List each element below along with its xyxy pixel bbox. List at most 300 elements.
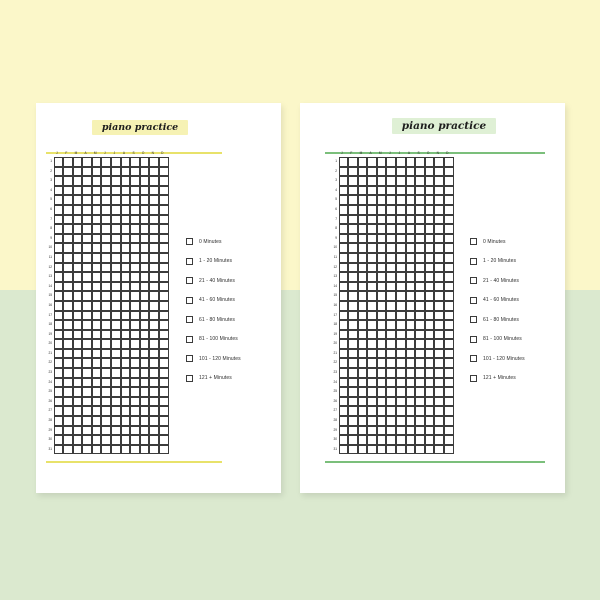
tracker-cell[interactable]	[348, 358, 358, 368]
tracker-cell[interactable]	[348, 349, 358, 359]
tracker-cell[interactable]	[121, 435, 131, 445]
tracker-cell[interactable]	[54, 406, 64, 416]
tracker-cell[interactable]	[425, 215, 435, 225]
tracker-cell[interactable]	[367, 243, 377, 253]
tracker-cell[interactable]	[444, 320, 454, 330]
tracker-cell[interactable]	[149, 272, 159, 282]
tracker-cell[interactable]	[130, 205, 140, 215]
tracker-cell[interactable]	[444, 387, 454, 397]
tracker-cell[interactable]	[130, 167, 140, 177]
tracker-cell[interactable]	[54, 416, 64, 426]
tracker-cell[interactable]	[111, 176, 121, 186]
tracker-cell[interactable]	[406, 368, 416, 378]
tracker-cell[interactable]	[358, 406, 368, 416]
tracker-cell[interactable]	[444, 406, 454, 416]
tracker-cell[interactable]	[130, 234, 140, 244]
tracker-cell[interactable]	[159, 176, 169, 186]
tracker-cell[interactable]	[54, 320, 64, 330]
tracker-cell[interactable]	[92, 368, 102, 378]
tracker-cell[interactable]	[111, 445, 121, 455]
tracker-cell[interactable]	[82, 195, 92, 205]
tracker-cell[interactable]	[367, 330, 377, 340]
tracker-cell[interactable]	[415, 176, 425, 186]
tracker-cell[interactable]	[92, 301, 102, 311]
tracker-cell[interactable]	[434, 358, 444, 368]
tracker-cell[interactable]	[367, 282, 377, 292]
tracker-cell[interactable]	[111, 195, 121, 205]
tracker-cell[interactable]	[140, 224, 150, 234]
tracker-cell[interactable]	[149, 387, 159, 397]
tracker-cell[interactable]	[386, 378, 396, 388]
tracker-cell[interactable]	[377, 215, 387, 225]
tracker-cell[interactable]	[339, 243, 349, 253]
tracker-cell[interactable]	[82, 339, 92, 349]
tracker-cell[interactable]	[348, 186, 358, 196]
tracker-cell[interactable]	[339, 291, 349, 301]
tracker-cell[interactable]	[415, 368, 425, 378]
tracker-cell[interactable]	[339, 215, 349, 225]
tracker-cell[interactable]	[140, 426, 150, 436]
tracker-cell[interactable]	[101, 368, 111, 378]
legend-checkbox[interactable]	[186, 277, 193, 284]
tracker-cell[interactable]	[140, 272, 150, 282]
tracker-cell[interactable]	[63, 301, 73, 311]
tracker-cell[interactable]	[444, 215, 454, 225]
tracker-cell[interactable]	[358, 320, 368, 330]
tracker-cell[interactable]	[101, 426, 111, 436]
tracker-cell[interactable]	[434, 167, 444, 177]
tracker-cell[interactable]	[367, 167, 377, 177]
tracker-cell[interactable]	[63, 435, 73, 445]
tracker-cell[interactable]	[159, 215, 169, 225]
tracker-cell[interactable]	[149, 416, 159, 426]
tracker-cell[interactable]	[159, 224, 169, 234]
tracker-cell[interactable]	[415, 263, 425, 273]
tracker-cell[interactable]	[159, 195, 169, 205]
tracker-cell[interactable]	[434, 426, 444, 436]
tracker-cell[interactable]	[386, 311, 396, 321]
tracker-cell[interactable]	[425, 311, 435, 321]
tracker-cell[interactable]	[140, 195, 150, 205]
tracker-cell[interactable]	[358, 445, 368, 455]
tracker-cell[interactable]	[386, 406, 396, 416]
tracker-cell[interactable]	[101, 416, 111, 426]
tracker-cell[interactable]	[425, 272, 435, 282]
tracker-cell[interactable]	[415, 195, 425, 205]
tracker-cell[interactable]	[406, 224, 416, 234]
tracker-cell[interactable]	[111, 397, 121, 407]
tracker-cell[interactable]	[149, 339, 159, 349]
tracker-cell[interactable]	[149, 397, 159, 407]
tracker-cell[interactable]	[425, 234, 435, 244]
tracker-cell[interactable]	[82, 349, 92, 359]
tracker-cell[interactable]	[82, 301, 92, 311]
tracker-cell[interactable]	[358, 426, 368, 436]
tracker-cell[interactable]	[92, 416, 102, 426]
tracker-cell[interactable]	[444, 195, 454, 205]
tracker-cell[interactable]	[82, 397, 92, 407]
tracker-cell[interactable]	[348, 416, 358, 426]
tracker-cell[interactable]	[415, 253, 425, 263]
tracker-cell[interactable]	[339, 387, 349, 397]
tracker-cell[interactable]	[434, 272, 444, 282]
tracker-cell[interactable]	[367, 426, 377, 436]
tracker-cell[interactable]	[339, 416, 349, 426]
tracker-cell[interactable]	[140, 167, 150, 177]
tracker-cell[interactable]	[54, 378, 64, 388]
tracker-cell[interactable]	[63, 243, 73, 253]
legend-item[interactable]	[186, 252, 241, 272]
tracker-cell[interactable]	[396, 224, 406, 234]
tracker-cell[interactable]	[54, 358, 64, 368]
tracker-cell[interactable]	[406, 330, 416, 340]
tracker-cell[interactable]	[82, 426, 92, 436]
tracker-cell[interactable]	[54, 368, 64, 378]
tracker-cell[interactable]	[54, 426, 64, 436]
tracker-cell[interactable]	[425, 263, 435, 273]
tracker-cell[interactable]	[111, 406, 121, 416]
legend-item[interactable]	[186, 271, 241, 291]
tracker-cell[interactable]	[82, 435, 92, 445]
legend-item[interactable]	[470, 291, 525, 311]
tracker-cell[interactable]	[140, 339, 150, 349]
tracker-cell[interactable]	[63, 339, 73, 349]
tracker-cell[interactable]	[73, 339, 83, 349]
tracker-cell[interactable]	[415, 416, 425, 426]
tracker-cell[interactable]	[159, 311, 169, 321]
tracker-cell[interactable]	[92, 378, 102, 388]
tracker-cell[interactable]	[386, 167, 396, 177]
tracker-cell[interactable]	[358, 215, 368, 225]
tracker-cell[interactable]	[367, 253, 377, 263]
tracker-cell[interactable]	[377, 224, 387, 234]
tracker-cell[interactable]	[434, 368, 444, 378]
tracker-cell[interactable]	[121, 263, 131, 273]
tracker-cell[interactable]	[348, 157, 358, 167]
tracker-cell[interactable]	[386, 416, 396, 426]
tracker-cell[interactable]	[101, 282, 111, 292]
tracker-cell[interactable]	[159, 282, 169, 292]
tracker-cell[interactable]	[444, 339, 454, 349]
tracker-cell[interactable]	[377, 406, 387, 416]
tracker-cell[interactable]	[406, 167, 416, 177]
tracker-cell[interactable]	[159, 378, 169, 388]
tracker-cell[interactable]	[367, 205, 377, 215]
tracker-cell[interactable]	[63, 358, 73, 368]
tracker-cell[interactable]	[73, 157, 83, 167]
tracker-cell[interactable]	[434, 330, 444, 340]
tracker-cell[interactable]	[63, 330, 73, 340]
tracker-cell[interactable]	[149, 167, 159, 177]
tracker-cell[interactable]	[339, 272, 349, 282]
tracker-cell[interactable]	[444, 349, 454, 359]
tracker-cell[interactable]	[159, 234, 169, 244]
tracker-cell[interactable]	[149, 406, 159, 416]
tracker-cell[interactable]	[339, 195, 349, 205]
legend-checkbox[interactable]	[470, 375, 477, 382]
tracker-cell[interactable]	[82, 416, 92, 426]
tracker-cell[interactable]	[130, 339, 140, 349]
tracker-cell[interactable]	[406, 358, 416, 368]
tracker-cell[interactable]	[130, 215, 140, 225]
tracker-cell[interactable]	[434, 311, 444, 321]
tracker-cell[interactable]	[121, 368, 131, 378]
tracker-cell[interactable]	[386, 272, 396, 282]
tracker-cell[interactable]	[425, 176, 435, 186]
tracker-cell[interactable]	[358, 167, 368, 177]
tracker-cell[interactable]	[149, 291, 159, 301]
tracker-cell[interactable]	[54, 157, 64, 167]
tracker-cell[interactable]	[339, 301, 349, 311]
tracker-cell[interactable]	[63, 378, 73, 388]
tracker-cell[interactable]	[434, 234, 444, 244]
tracker-cell[interactable]	[130, 378, 140, 388]
tracker-cell[interactable]	[92, 435, 102, 445]
tracker-cell[interactable]	[406, 253, 416, 263]
tracker-cell[interactable]	[396, 205, 406, 215]
tracker-cell[interactable]	[111, 282, 121, 292]
tracker-cell[interactable]	[406, 387, 416, 397]
tracker-cell[interactable]	[339, 349, 349, 359]
tracker-cell[interactable]	[386, 291, 396, 301]
tracker-cell[interactable]	[377, 186, 387, 196]
tracker-cell[interactable]	[82, 291, 92, 301]
tracker-cell[interactable]	[339, 406, 349, 416]
tracker-cell[interactable]	[415, 243, 425, 253]
tracker-cell[interactable]	[111, 157, 121, 167]
tracker-cell[interactable]	[82, 243, 92, 253]
tracker-cell[interactable]	[73, 301, 83, 311]
tracker-cell[interactable]	[367, 311, 377, 321]
tracker-cell[interactable]	[92, 272, 102, 282]
tracker-cell[interactable]	[63, 263, 73, 273]
tracker-cell[interactable]	[406, 186, 416, 196]
tracker-cell[interactable]	[121, 253, 131, 263]
tracker-cell[interactable]	[386, 358, 396, 368]
tracker-cell[interactable]	[82, 176, 92, 186]
tracker-cell[interactable]	[386, 234, 396, 244]
tracker-cell[interactable]	[425, 282, 435, 292]
tracker-cell[interactable]	[444, 378, 454, 388]
tracker-cell[interactable]	[73, 368, 83, 378]
tracker-cell[interactable]	[111, 224, 121, 234]
tracker-cell[interactable]	[130, 330, 140, 340]
tracker-cell[interactable]	[396, 263, 406, 273]
tracker-cell[interactable]	[101, 253, 111, 263]
tracker-cell[interactable]	[386, 157, 396, 167]
tracker-cell[interactable]	[73, 215, 83, 225]
tracker-cell[interactable]	[159, 358, 169, 368]
tracker-cell[interactable]	[101, 215, 111, 225]
tracker-cell[interactable]	[159, 272, 169, 282]
tracker-cell[interactable]	[406, 243, 416, 253]
tracker-cell[interactable]	[386, 224, 396, 234]
tracker-cell[interactable]	[121, 349, 131, 359]
tracker-cell[interactable]	[140, 301, 150, 311]
tracker-cell[interactable]	[121, 195, 131, 205]
tracker-cell[interactable]	[367, 263, 377, 273]
tracker-cell[interactable]	[63, 426, 73, 436]
tracker-cell[interactable]	[415, 272, 425, 282]
tracker-cell[interactable]	[149, 205, 159, 215]
tracker-cell[interactable]	[130, 243, 140, 253]
tracker-cell[interactable]	[358, 176, 368, 186]
tracker-cell[interactable]	[415, 406, 425, 416]
tracker-cell[interactable]	[140, 330, 150, 340]
tracker-cell[interactable]	[130, 435, 140, 445]
tracker-cell[interactable]	[149, 311, 159, 321]
tracker-cell[interactable]	[92, 157, 102, 167]
tracker-cell[interactable]	[159, 186, 169, 196]
tracker-cell[interactable]	[92, 167, 102, 177]
tracker-cell[interactable]	[434, 186, 444, 196]
tracker-cell[interactable]	[425, 378, 435, 388]
tracker-cell[interactable]	[396, 195, 406, 205]
tracker-cell[interactable]	[348, 291, 358, 301]
tracker-cell[interactable]	[339, 167, 349, 177]
tracker-cell[interactable]	[396, 416, 406, 426]
tracker-cell[interactable]	[92, 339, 102, 349]
tracker-cell[interactable]	[111, 301, 121, 311]
tracker-cell[interactable]	[101, 445, 111, 455]
tracker-cell[interactable]	[101, 387, 111, 397]
legend-item[interactable]	[470, 369, 525, 389]
tracker-cell[interactable]	[63, 445, 73, 455]
tracker-cell[interactable]	[396, 186, 406, 196]
tracker-cell[interactable]	[434, 176, 444, 186]
tracker-cell[interactable]	[73, 435, 83, 445]
tracker-cell[interactable]	[159, 205, 169, 215]
tracker-cell[interactable]	[339, 330, 349, 340]
tracker-cell[interactable]	[101, 358, 111, 368]
tracker-cell[interactable]	[92, 176, 102, 186]
tracker-cell[interactable]	[386, 397, 396, 407]
legend-item[interactable]	[470, 271, 525, 291]
tracker-cell[interactable]	[140, 406, 150, 416]
tracker-cell[interactable]	[386, 263, 396, 273]
tracker-cell[interactable]	[149, 426, 159, 436]
tracker-cell[interactable]	[92, 243, 102, 253]
tracker-cell[interactable]	[130, 368, 140, 378]
tracker-cell[interactable]	[406, 195, 416, 205]
tracker-cell[interactable]	[415, 445, 425, 455]
tracker-cell[interactable]	[396, 339, 406, 349]
tracker-cell[interactable]	[339, 435, 349, 445]
tracker-cell[interactable]	[92, 186, 102, 196]
tracker-cell[interactable]	[367, 224, 377, 234]
tracker-cell[interactable]	[444, 253, 454, 263]
tracker-cell[interactable]	[434, 301, 444, 311]
tracker-cell[interactable]	[377, 167, 387, 177]
tracker-cell[interactable]	[348, 282, 358, 292]
tracker-cell[interactable]	[415, 224, 425, 234]
tracker-cell[interactable]	[159, 253, 169, 263]
tracker-cell[interactable]	[149, 215, 159, 225]
tracker-cell[interactable]	[434, 435, 444, 445]
tracker-cell[interactable]	[425, 205, 435, 215]
tracker-cell[interactable]	[101, 301, 111, 311]
tracker-cell[interactable]	[121, 445, 131, 455]
tracker-grid[interactable]	[331, 157, 454, 454]
tracker-cell[interactable]	[339, 263, 349, 273]
tracker-cell[interactable]	[386, 282, 396, 292]
tracker-cell[interactable]	[159, 435, 169, 445]
tracker-cell[interactable]	[425, 243, 435, 253]
tracker-cell[interactable]	[111, 330, 121, 340]
tracker-cell[interactable]	[339, 445, 349, 455]
tracker-cell[interactable]	[406, 282, 416, 292]
tracker-cell[interactable]	[358, 368, 368, 378]
tracker-cell[interactable]	[348, 263, 358, 273]
tracker-cell[interactable]	[140, 368, 150, 378]
tracker-cell[interactable]	[367, 406, 377, 416]
tracker-cell[interactable]	[101, 378, 111, 388]
tracker-cell[interactable]	[159, 349, 169, 359]
tracker-cell[interactable]	[396, 378, 406, 388]
tracker-cell[interactable]	[434, 282, 444, 292]
tracker-cell[interactable]	[358, 186, 368, 196]
tracker-cell[interactable]	[415, 358, 425, 368]
tracker-cell[interactable]	[377, 157, 387, 167]
tracker-cell[interactable]	[63, 416, 73, 426]
tracker-cell[interactable]	[82, 167, 92, 177]
tracker-cell[interactable]	[358, 272, 368, 282]
tracker-cell[interactable]	[73, 272, 83, 282]
tracker-cell[interactable]	[348, 301, 358, 311]
tracker-cell[interactable]	[386, 253, 396, 263]
tracker-cell[interactable]	[444, 435, 454, 445]
tracker-cell[interactable]	[121, 176, 131, 186]
legend-checkbox[interactable]	[186, 238, 193, 245]
tracker-cell[interactable]	[386, 435, 396, 445]
legend-item[interactable]	[186, 232, 241, 252]
legend-checkbox[interactable]	[470, 336, 477, 343]
tracker-cell[interactable]	[130, 176, 140, 186]
tracker-cell[interactable]	[396, 330, 406, 340]
tracker-cell[interactable]	[130, 349, 140, 359]
tracker-cell[interactable]	[367, 416, 377, 426]
tracker-cell[interactable]	[396, 368, 406, 378]
legend-checkbox[interactable]	[186, 316, 193, 323]
tracker-cell[interactable]	[425, 435, 435, 445]
tracker-cell[interactable]	[121, 205, 131, 215]
tracker-cell[interactable]	[159, 397, 169, 407]
tracker-cell[interactable]	[444, 358, 454, 368]
legend-item[interactable]	[186, 369, 241, 389]
tracker-cell[interactable]	[73, 358, 83, 368]
tracker-cell[interactable]	[358, 195, 368, 205]
tracker-cell[interactable]	[406, 320, 416, 330]
tracker-cell[interactable]	[425, 195, 435, 205]
tracker-cell[interactable]	[149, 157, 159, 167]
tracker-cell[interactable]	[159, 330, 169, 340]
tracker-cell[interactable]	[358, 224, 368, 234]
tracker-cell[interactable]	[111, 215, 121, 225]
tracker-cell[interactable]	[140, 435, 150, 445]
tracker-cell[interactable]	[140, 263, 150, 273]
tracker-cell[interactable]	[130, 263, 140, 273]
tracker-cell[interactable]	[111, 253, 121, 263]
tracker-cell[interactable]	[425, 397, 435, 407]
tracker-cell[interactable]	[425, 157, 435, 167]
tracker-cell[interactable]	[444, 291, 454, 301]
tracker-cell[interactable]	[121, 186, 131, 196]
tracker-cell[interactable]	[140, 215, 150, 225]
tracker-cell[interactable]	[121, 291, 131, 301]
tracker-cell[interactable]	[73, 263, 83, 273]
tracker-cell[interactable]	[377, 349, 387, 359]
tracker-cell[interactable]	[339, 320, 349, 330]
